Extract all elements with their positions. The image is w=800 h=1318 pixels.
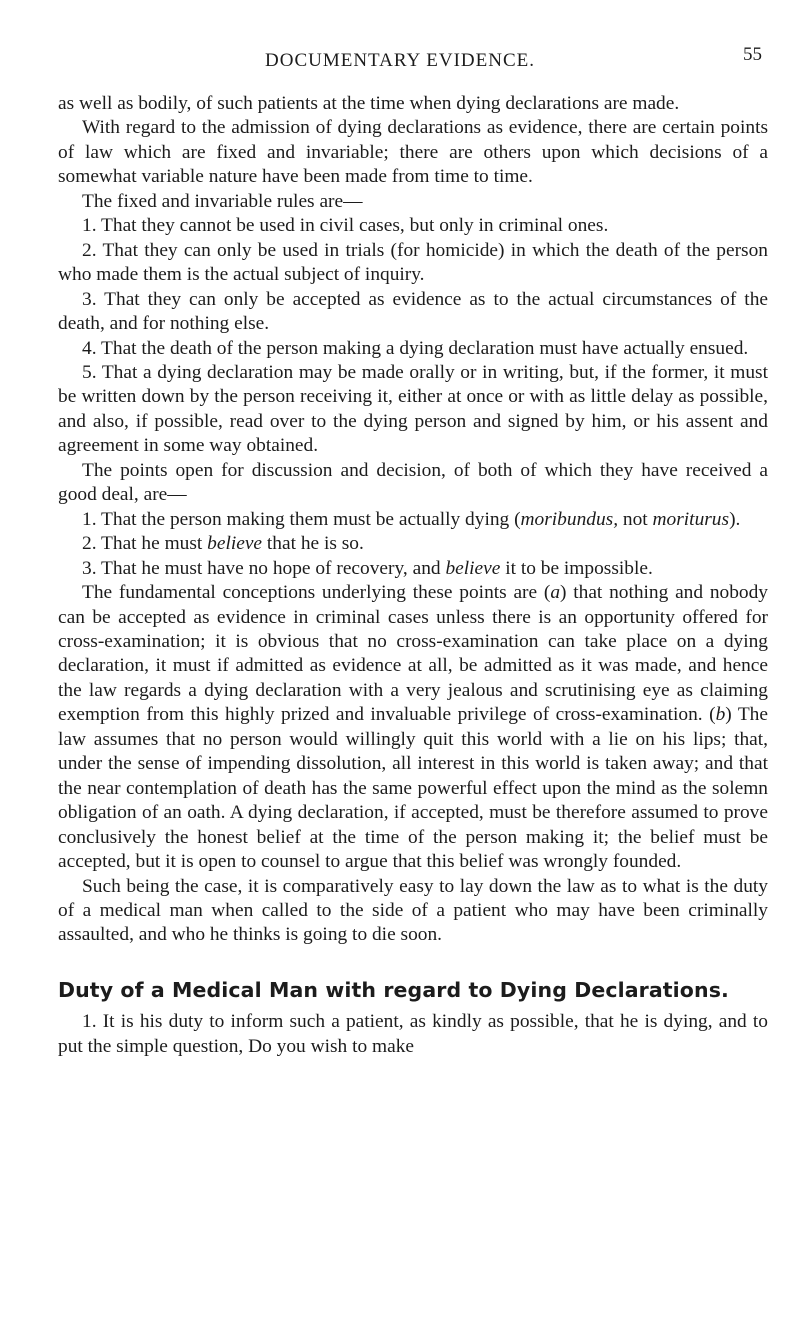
paragraph: The fixed and invariable rules are— xyxy=(82,190,363,212)
text-run: 2. That he must xyxy=(82,533,208,555)
paragraph xyxy=(58,532,768,556)
page-number: 55 xyxy=(743,44,762,65)
paragraph: 3. That they can only be accepted as evidence as to the actual circumstances of the death, and for nothing else. xyxy=(58,288,768,335)
paragraph: The points open for discussion and decision, of both of which they have received a good deal, are— xyxy=(58,459,768,506)
text-run: ). xyxy=(729,508,741,530)
body-text xyxy=(58,92,768,1059)
paragraph: 2. That they can only be used in trials (for homicide) in which the death of the person who made them is the actual subject of inquiry. xyxy=(58,239,768,286)
italic-text: believe xyxy=(207,533,263,555)
italic-text: believe xyxy=(445,557,501,579)
italic-text: b xyxy=(715,704,726,726)
paragraph: 5. That a dying declaration may be made orally or in writing, but, if the former, it must be written down by the person receiving it, either at once or with as little delay as possible, and also, if possible, read over to the dying person and signed by him, or his assent and agreement in some way obtained. xyxy=(58,361,768,457)
italic-text: moribundus, xyxy=(520,508,619,530)
section-heading: Duty of a Medical Man with regard to Dying Declarations. xyxy=(58,977,729,1002)
text-run: ) The law assumes that no person would willingly quit this world with a lie on his lips; that, under the sense of impending dissolution, all interest in this world is taken away; and that the near contemplation of death has the same powerful effect upon the mind as the solemn obligation of an oath. A dying declaration, if accepted, must be therefore assumed to prove conclusively the honest belief at the time of the person making it; the belief must be accepted, but it is open to counsel to argue that this belief was wrongly founded. xyxy=(58,704,768,873)
text-run: 1. That the person making them must be actually dying ( xyxy=(82,508,521,530)
running-title: DOCUMENTARY EVIDENCE. xyxy=(265,50,535,71)
paragraph: as well as bodily, of such patients at the time when dying declarations are made. xyxy=(58,93,680,114)
paragraph xyxy=(58,581,768,874)
paragraph xyxy=(58,508,768,532)
paragraph: 1. That they cannot be used in civil cases, but only in criminal ones. xyxy=(82,215,609,237)
section-paragraphs xyxy=(58,1010,768,1059)
text-run: The fundamental conceptions underlying these points are ( xyxy=(82,582,551,604)
paragraph: 1. It is his duty to inform such a patient, as kindly as possible, that he is dying, and to put the simple question, Do you wish to make xyxy=(58,1011,768,1057)
text-run: not xyxy=(618,508,653,530)
paragraph: Such being the case, it is comparatively easy to lay down the law as to what is the duty of a medical man when called to the side of a patient who may have been criminally assaulted, and who he thinks is going to die soon. xyxy=(58,875,768,946)
italic-text: moriturus xyxy=(652,508,730,530)
text-run: that he is so. xyxy=(262,533,364,555)
text-run: ) that nothing and nobody can be accepted as evidence in criminal cases unless there is an opportunity offered for cross-examination; it is obvious that no cross-examination can take place on a dying declaration, it must if admitted as evidence at all, be admitted as it was made, and hence the law regards a dying declaration with a very jealous and scrutinising eye as claiming exemption from this highly prized and invaluable privilege of cross-examination. ( xyxy=(58,582,768,726)
paragraph: With regard to the admission of dying declarations as evidence, there are certain points of law which are fixed and invariable; there are others upon which decisions of a somewhat variable nature have been made from time to time. xyxy=(58,117,768,188)
italic-text: a xyxy=(550,582,561,604)
text-run: it to be impossible. xyxy=(500,557,653,579)
text-run: 3. That he must have no hope of recovery, and xyxy=(82,557,446,579)
paragraph xyxy=(58,557,768,581)
main-paragraphs xyxy=(58,92,768,948)
paragraph: 4. That the death of the person making a dying declaration must have actually ensued. xyxy=(82,337,749,359)
